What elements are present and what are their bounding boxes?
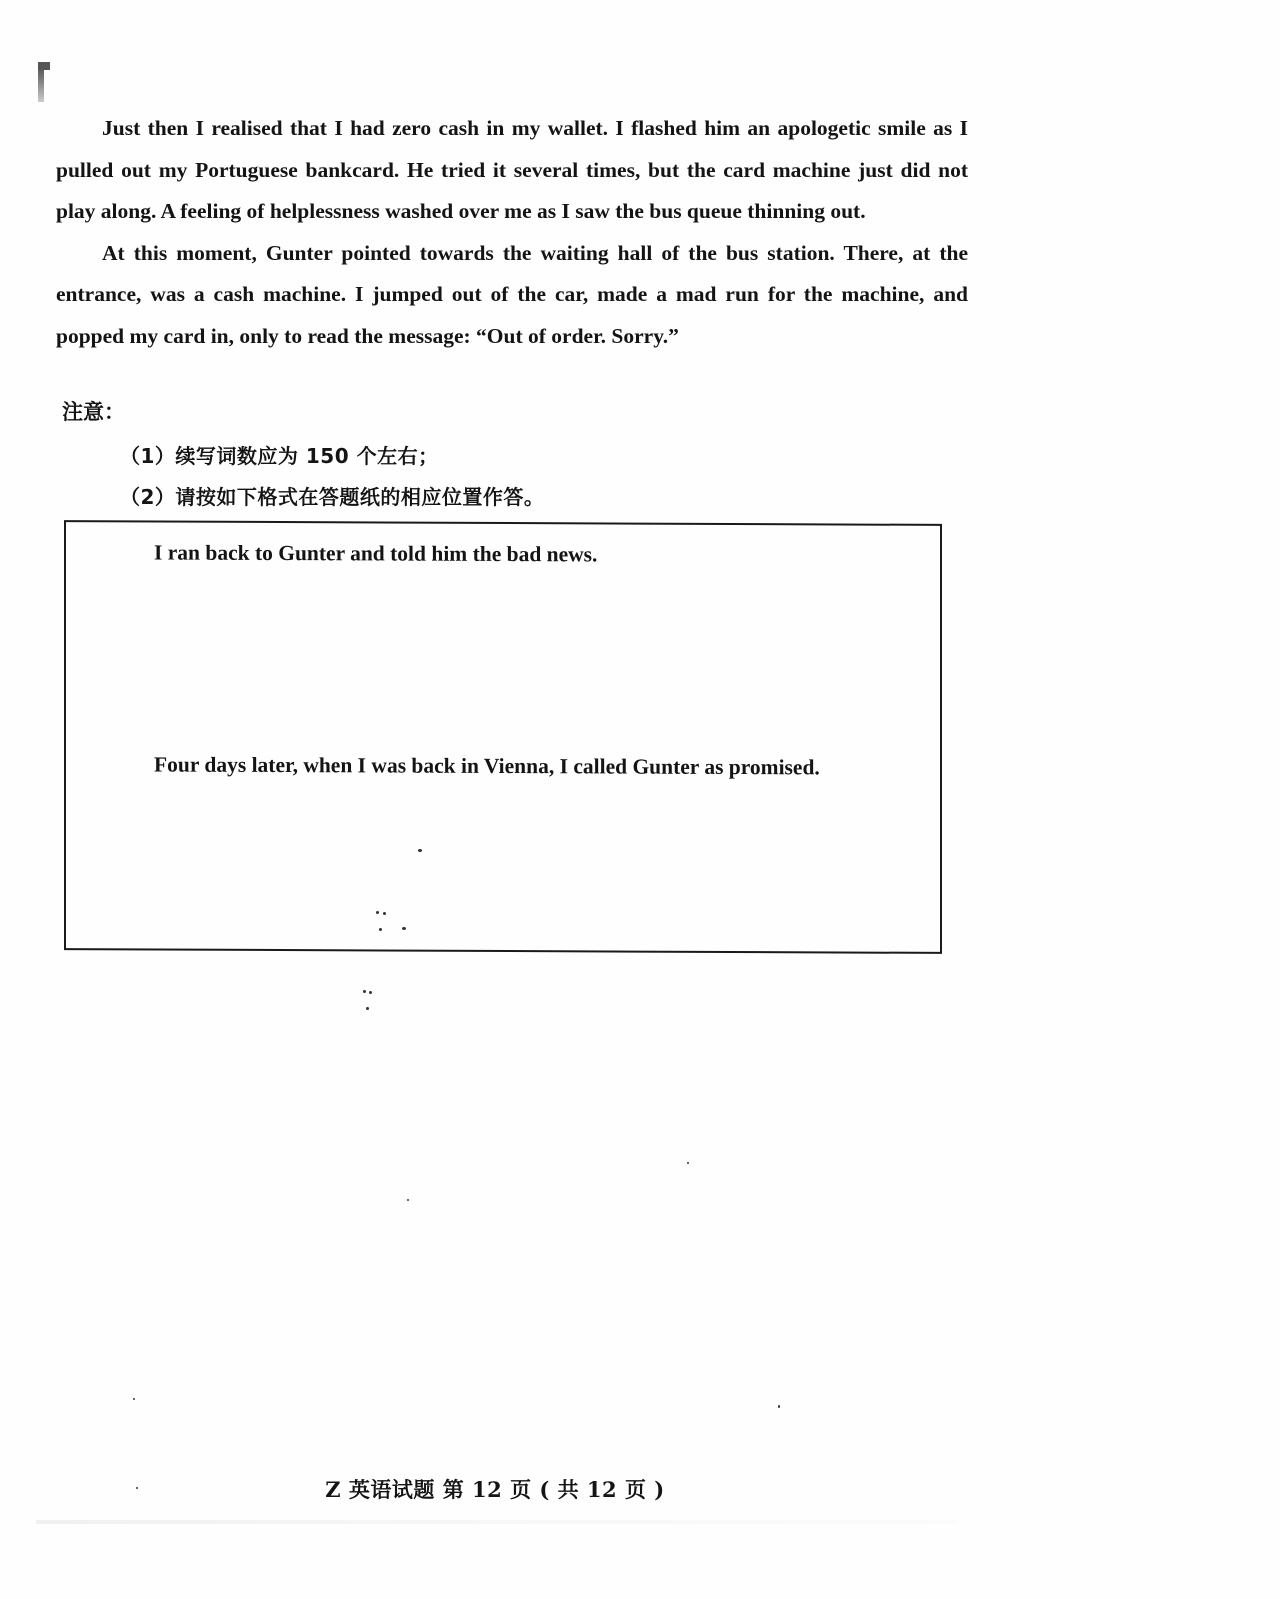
scan-speck [778, 1405, 780, 1408]
story-passage [56, 108, 968, 357]
scan-speck [379, 928, 382, 931]
scan-speck [366, 1007, 369, 1010]
passage-paragraph-2: At this moment, Gunter pointed towards the waiting hall of the bus station. There, at the entrance, was a cash machine. I jumped out of the car, made a mad run for the machine, and popped my card in, only to read the message: “Out of order. Sorry.” [56, 240, 968, 348]
note-item-format: （2）请按如下格式在答题纸的相应位置作答。 [120, 485, 545, 509]
notes-heading: 注意： [62, 400, 125, 424]
passage-paragraph-1: Just then I realised that I had zero cash in my wallet. I flashed him an apologetic smile as I pulled out my Portuguese bankcard. He tried it several times, but the card machine just did not play along. A feeling of helplessness washed over me as I saw the bus queue thinning out. [56, 116, 968, 223]
scan-speck [133, 1398, 135, 1400]
scan-speck [369, 991, 372, 994]
scan-speck [376, 911, 379, 914]
scan-speck [363, 990, 366, 993]
answer-opening-line-2: Four days later, when I was back in Vienna, I called Gunter as promised. [154, 752, 820, 780]
answer-opening-line-1: I ran back to Gunter and told him the bad news. [154, 540, 598, 567]
scan-speck [418, 849, 422, 852]
page-footer: Z 英语试题 第 12 页 ( 共 12 页 ) [325, 1477, 665, 1502]
scan-corner-mark [38, 62, 44, 102]
scan-speck [407, 1199, 409, 1201]
scan-speck [383, 912, 386, 915]
scan-bottom-edge [36, 1520, 956, 1524]
answer-box [64, 520, 942, 954]
note-item-word-count: （1）续写词数应为 150 个左右； [120, 444, 439, 468]
scan-speck [687, 1162, 689, 1164]
scan-speck [402, 927, 406, 930]
